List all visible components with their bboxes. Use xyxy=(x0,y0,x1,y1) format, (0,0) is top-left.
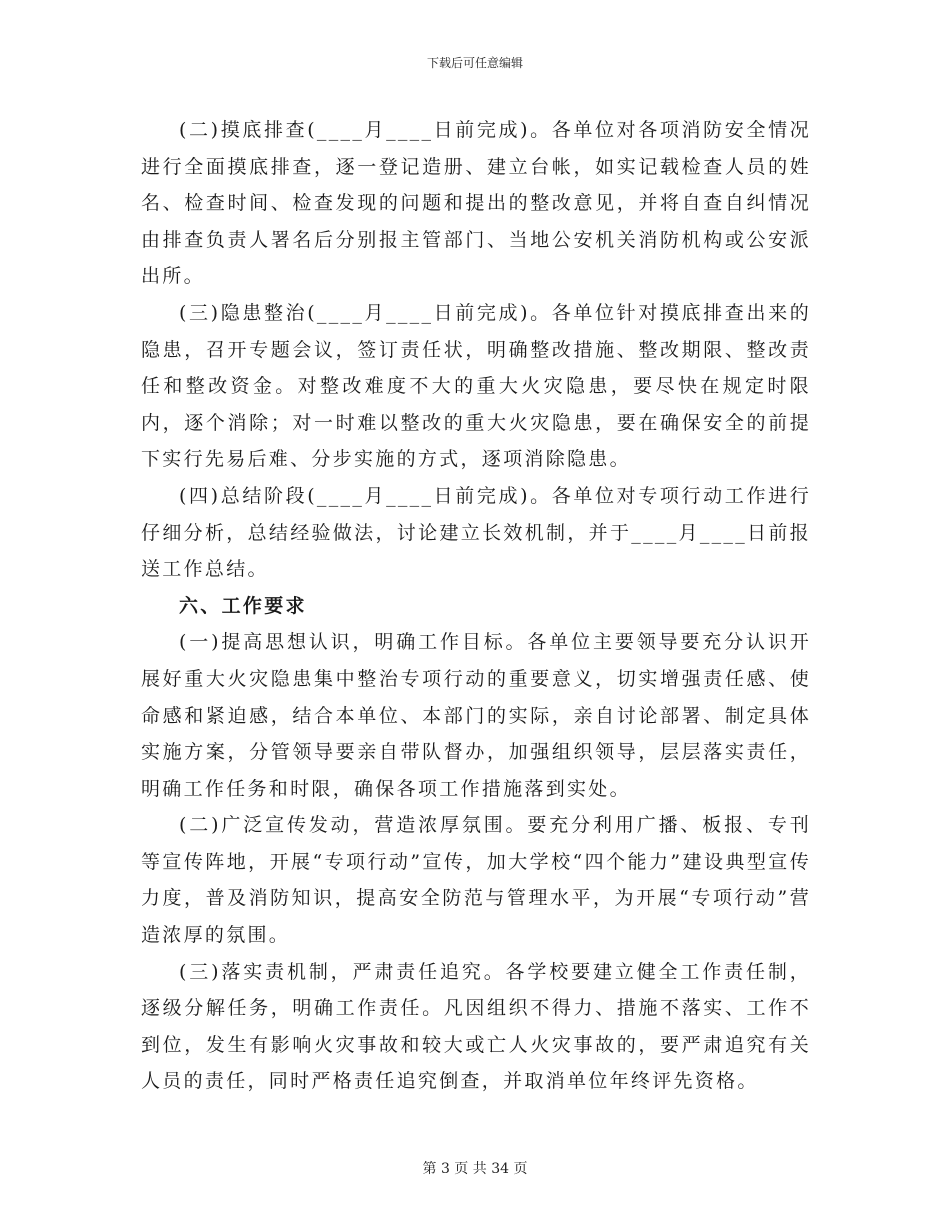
paragraph-xuanchuan-fadong: (二)广泛宣传发动，营造浓厚氛围。要充分利用广播、板报、专刊等宣传阵地，开展“专项行动”宣传，加大学校“四个能力”建设典型宣传力度，普及消防知识，提高安全防范与管理水平，为开展“专项行动”营造浓厚的氛围。 xyxy=(141,814,811,947)
paragraph-yinhuan-zhengzhi: (三)隐患整治(____月____日前完成)。各单位针对摸底排查出来的隐患，召开专题会议，签订责任状，明确整改措施、整改期限、整改责任和整改资金。对整改难度不大的重大火灾隐患，要尽快在规定时限内，逐个消除；对一时难以整改的重大火灾隐患，要在确保安全的前提下实行先易后难、分步实施的方式，逐项消除隐患。 xyxy=(141,301,811,471)
page-footer: 第 3 页 共 34 页 xyxy=(422,1161,528,1177)
section-heading: 六、工作要求 xyxy=(179,594,307,617)
page-header: 下载后可任意编辑 xyxy=(426,56,523,70)
paragraph-zongjie-jieduan: (四)总结阶段(____月____日前完成)。各单位对专项行动工作进行仔细分析，总结经验做法，讨论建立长效机制，并于____月____日前报送工作总结。 xyxy=(141,484,811,581)
paragraph-mudi-paicha: (二)摸底排查(____月____日前完成)。各单位对各项消防安全情况进行全面摸底排查，逐一登记造册、建立台帐，如实记载检查人员的姓名、检查时间、检查发现的问题和提出的整改意见，并将自查自纠情况由排查负责人署名后分别报主管部门、当地公安机关消防机构或公安派出所。 xyxy=(141,119,811,288)
document-body xyxy=(141,112,811,1100)
paragraph-zeren-zhuijiu: (三)落实责机制，严肃责任追究。各学校要建立健全工作责任制，逐级分解任务，明确工作责任。凡因组织不得力、措施不落实、工作不到位，发生有影响火灾事故和较大或亡人火灾事故的，要严肃追究有关人员的责任，同时严格责任追究倒查，并取消单位年终评先资格。 xyxy=(141,960,811,1093)
paragraph-sixiang-renshi: (一)提高思想认识，明确工作目标。各单位主要领导要充分认识开展好重大火灾隐患集中整治专项行动的重要意义，切实增强责任感、使命感和紧迫感，结合本单位、本部门的实际，亲自讨论部署、制定具体实施方案，分管领导要亲自带队督办，加强组织领导，层层落实责任，明确工作任务和时限，确保各项工作措施落到实处。 xyxy=(141,631,811,800)
